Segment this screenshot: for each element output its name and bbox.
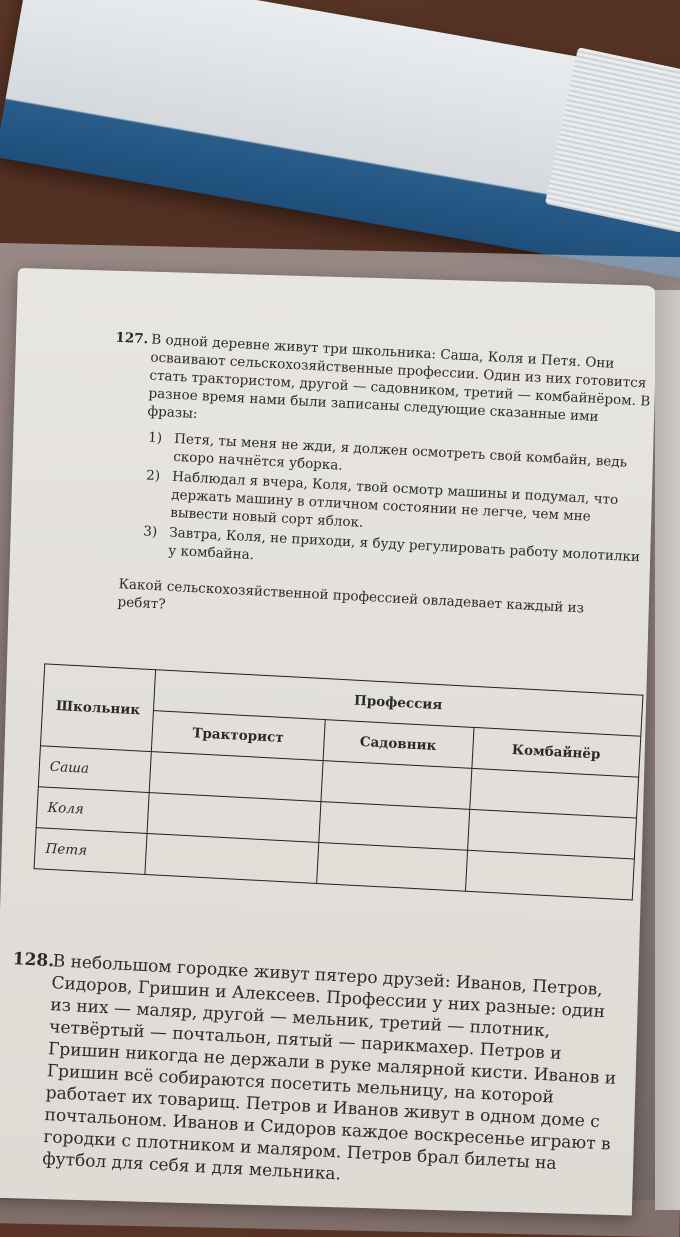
list-item: 2) Наблюдал я вчера, Коля, твой осмотр машины и подумал, что держать машину в отличном состоянии не легче, чем мне вывести новый сорт яблок. xyxy=(145,467,619,531)
problem-128 xyxy=(2,948,623,1200)
problem-number: 128. xyxy=(12,949,55,972)
table-cell xyxy=(316,842,467,891)
problem-text: В небольшом городке живут пятеро друзей: Иванов, Петров, Сидоров, Гришин и Алексеев. Профессии у них разные: один из них — маляр, другой — мельник, третий — плотник, четвёртый — почтальон, пятый — парикмахер. Петров и Гришин никогда не держали в руке малярной кисти. Иванов и Гришин всё собираются посетить мельницу, на которой работает их товарищ. Петров и Иванов живут в одном доме с почтальоном. Иванов и Сидоров каждое воскресенье играют в городки с плотником и маляром. Петров брал билеты на футбол для себя и для мельника. xyxy=(41,951,617,1185)
phrases-list xyxy=(142,429,650,585)
page-content xyxy=(2,325,655,1200)
row-label: Петя xyxy=(34,828,147,875)
row-label: Саша xyxy=(38,746,151,793)
problem-text: В одной деревне живут три школьника: Саша, Коля и Петя. Они осваивают сельскохозяйственные профессии. Один из них готовится стать трактористом, другой — садовником, третий — комбайнёром. В разное время нами были записаны следующие сказанные ими фразы: xyxy=(147,331,651,426)
col-profession: Профессия xyxy=(153,670,642,736)
question-text: Какой сельскохозяйственной профессией овладевает каждый из ребят? xyxy=(117,576,585,617)
list-item: 1) Петя, ты меня не жди, я должен осмотреть свой комбайн, ведь скоро начнётся уборка. xyxy=(147,429,628,474)
col-pupil: Школьник xyxy=(40,664,155,752)
table-cell xyxy=(145,833,319,883)
table-cell xyxy=(465,850,634,900)
answer-table xyxy=(34,663,644,900)
col-combine-operator: Комбайнёр xyxy=(471,727,640,777)
problem-number: 127. xyxy=(115,329,149,348)
list-item: 3) Завтра, Коля, не приходи, я буду регулировать работу молотилки у комбайна. xyxy=(142,523,641,566)
col-gardener: Садовник xyxy=(323,720,474,769)
adjacent-page xyxy=(655,290,680,1210)
col-tractor-driver: Тракторист xyxy=(151,711,325,761)
row-label: Коля xyxy=(36,787,149,834)
